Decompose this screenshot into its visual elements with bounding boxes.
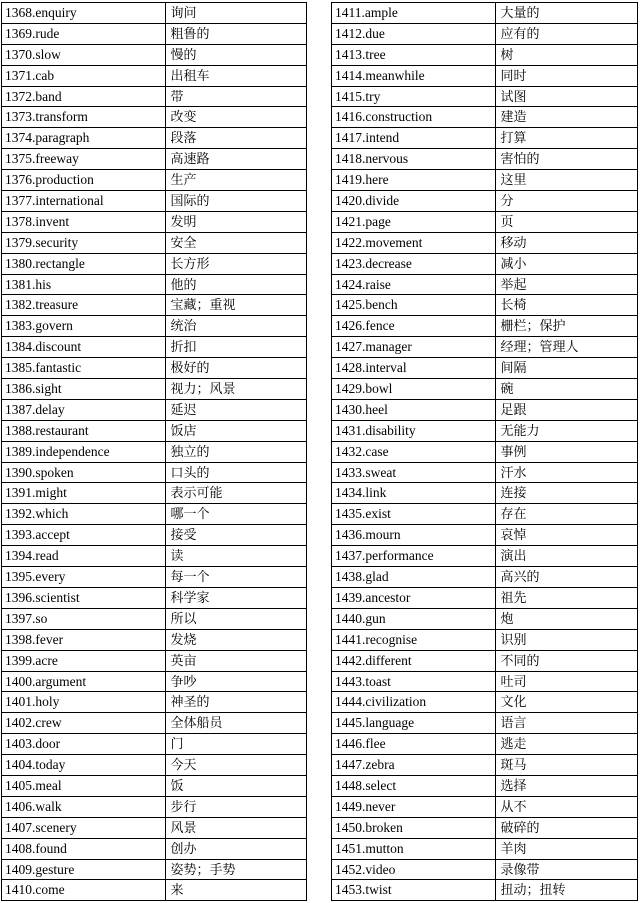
meaning-cell: 选择 xyxy=(496,776,638,797)
table-row xyxy=(2,379,307,400)
word-cell: 1446.flee xyxy=(332,734,496,755)
word-cell: 1376.production xyxy=(2,170,166,191)
word-cell: 1419.here xyxy=(332,170,496,191)
word-cell: 1453.twist xyxy=(332,880,496,901)
table-row xyxy=(332,525,638,546)
meaning-cell: 事例 xyxy=(496,442,638,463)
table-row xyxy=(332,107,638,128)
table-row xyxy=(2,66,307,87)
word-cell: 1448.select xyxy=(332,776,496,797)
meaning-cell: 姿势；手势 xyxy=(166,860,307,881)
table-row xyxy=(332,734,638,755)
word-cell: 1379.security xyxy=(2,233,166,254)
meaning-cell: 羊肉 xyxy=(496,839,638,860)
table-row xyxy=(2,776,307,797)
word-cell: 1431.disability xyxy=(332,421,496,442)
word-cell: 1444.civilization xyxy=(332,692,496,713)
word-cell: 1373.transform xyxy=(2,107,166,128)
word-cell: 1451.mutton xyxy=(332,839,496,860)
table-row xyxy=(2,191,307,212)
word-cell: 1403.door xyxy=(2,734,166,755)
word-cell: 1416.construction xyxy=(332,107,496,128)
word-cell: 1421.page xyxy=(332,212,496,233)
table-row xyxy=(332,567,638,588)
word-cell: 1402.crew xyxy=(2,713,166,734)
word-cell: 1442.different xyxy=(332,651,496,672)
table-row xyxy=(332,818,638,839)
table-row xyxy=(332,672,638,693)
meaning-cell: 延迟 xyxy=(166,400,307,421)
table-row xyxy=(332,212,638,233)
meaning-cell: 高速路 xyxy=(166,149,307,170)
table-row xyxy=(332,45,638,66)
table-row xyxy=(332,358,638,379)
meaning-cell: 足跟 xyxy=(496,400,638,421)
table-row xyxy=(2,24,307,45)
word-cell: 1368.enquiry xyxy=(2,3,166,24)
meaning-cell: 段落 xyxy=(166,128,307,149)
meaning-cell: 慢的 xyxy=(166,45,307,66)
word-cell: 1400.argument xyxy=(2,672,166,693)
table-row xyxy=(2,588,307,609)
word-cell: 1418.nervous xyxy=(332,149,496,170)
word-cell: 1411.ample xyxy=(332,3,496,24)
meaning-cell: 连接 xyxy=(496,483,638,504)
word-cell: 1430.heel xyxy=(332,400,496,421)
meaning-cell: 应有的 xyxy=(496,24,638,45)
table-row xyxy=(2,504,307,525)
meaning-cell: 科学家 xyxy=(166,588,307,609)
meaning-cell: 接受 xyxy=(166,525,307,546)
table-row xyxy=(2,651,307,672)
table-row xyxy=(332,860,638,881)
meaning-cell: 移动 xyxy=(496,233,638,254)
meaning-cell: 无能力 xyxy=(496,421,638,442)
meaning-cell: 统治 xyxy=(166,316,307,337)
word-cell: 1420.divide xyxy=(332,191,496,212)
table-row xyxy=(2,713,307,734)
meaning-cell: 英亩 xyxy=(166,651,307,672)
meaning-cell: 汗水 xyxy=(496,463,638,484)
meaning-cell: 所以 xyxy=(166,609,307,630)
meaning-cell: 争吵 xyxy=(166,672,307,693)
meaning-cell: 斑马 xyxy=(496,755,638,776)
word-cell: 1397.so xyxy=(2,609,166,630)
word-cell: 1405.meal xyxy=(2,776,166,797)
word-cell: 1412.due xyxy=(332,24,496,45)
meaning-cell: 询问 xyxy=(166,3,307,24)
meaning-cell: 折扣 xyxy=(166,337,307,358)
meaning-cell: 间隔 xyxy=(496,358,638,379)
meaning-cell: 树 xyxy=(496,45,638,66)
table-row xyxy=(2,755,307,776)
word-cell: 1428.interval xyxy=(332,358,496,379)
word-cell: 1398.fever xyxy=(2,630,166,651)
meaning-cell: 存在 xyxy=(496,504,638,525)
table-row xyxy=(332,400,638,421)
word-cell: 1395.every xyxy=(2,567,166,588)
table-row xyxy=(332,3,638,24)
word-cell: 1386.sight xyxy=(2,379,166,400)
table-row xyxy=(332,546,638,567)
table-row xyxy=(2,463,307,484)
meaning-cell: 祖先 xyxy=(496,588,638,609)
meaning-cell: 录像带 xyxy=(496,860,638,881)
meaning-cell: 视力；风景 xyxy=(166,379,307,400)
table-row xyxy=(2,107,307,128)
word-cell: 1425.bench xyxy=(332,295,496,316)
meaning-cell: 国际的 xyxy=(166,191,307,212)
word-cell: 1385.fantastic xyxy=(2,358,166,379)
meaning-cell: 演出 xyxy=(496,546,638,567)
word-cell: 1417.intend xyxy=(332,128,496,149)
meaning-cell: 分 xyxy=(496,191,638,212)
word-cell: 1410.come xyxy=(2,880,166,901)
meaning-cell: 哪一个 xyxy=(166,504,307,525)
word-cell: 1439.ancestor xyxy=(332,588,496,609)
word-cell: 1377.international xyxy=(2,191,166,212)
table-row xyxy=(332,337,638,358)
meaning-cell: 发明 xyxy=(166,212,307,233)
table-row xyxy=(332,504,638,525)
meaning-cell: 长方形 xyxy=(166,254,307,275)
table-row xyxy=(332,233,638,254)
table-row xyxy=(332,797,638,818)
table-row xyxy=(332,776,638,797)
meaning-cell: 口头的 xyxy=(166,463,307,484)
meaning-cell: 带 xyxy=(166,87,307,108)
right-vocabulary-table xyxy=(331,2,638,901)
word-cell: 1432.case xyxy=(332,442,496,463)
meaning-cell: 经理；管理人 xyxy=(496,337,638,358)
table-row xyxy=(2,839,307,860)
word-cell: 1435.exist xyxy=(332,504,496,525)
table-row xyxy=(2,546,307,567)
word-cell: 1447.zebra xyxy=(332,755,496,776)
meaning-cell: 长椅 xyxy=(496,295,638,316)
table-row xyxy=(332,421,638,442)
table-row xyxy=(332,379,638,400)
meaning-cell: 识别 xyxy=(496,630,638,651)
word-cell: 1452.video xyxy=(332,860,496,881)
table-row xyxy=(2,692,307,713)
meaning-cell: 发烧 xyxy=(166,630,307,651)
table-row xyxy=(332,713,638,734)
meaning-cell: 神圣的 xyxy=(166,692,307,713)
meaning-cell: 创办 xyxy=(166,839,307,860)
meaning-cell: 试图 xyxy=(496,87,638,108)
word-cell: 1378.invent xyxy=(2,212,166,233)
table-row xyxy=(2,87,307,108)
meaning-cell: 扭动；扭转 xyxy=(496,880,638,901)
word-cell: 1436.mourn xyxy=(332,525,496,546)
meaning-cell: 粗鲁的 xyxy=(166,24,307,45)
table-row xyxy=(332,128,638,149)
meaning-cell: 高兴的 xyxy=(496,567,638,588)
table-row xyxy=(2,316,307,337)
word-cell: 1434.link xyxy=(332,483,496,504)
meaning-cell: 从不 xyxy=(496,797,638,818)
meaning-cell: 饭店 xyxy=(166,421,307,442)
table-row xyxy=(2,609,307,630)
meaning-cell: 页 xyxy=(496,212,638,233)
table-row xyxy=(332,880,638,901)
table-row xyxy=(332,839,638,860)
word-cell: 1382.treasure xyxy=(2,295,166,316)
word-cell: 1413.tree xyxy=(332,45,496,66)
word-cell: 1396.scientist xyxy=(2,588,166,609)
word-cell: 1426.fence xyxy=(332,316,496,337)
meaning-cell: 生产 xyxy=(166,170,307,191)
word-cell: 1387.delay xyxy=(2,400,166,421)
meaning-cell: 吐司 xyxy=(496,672,638,693)
meaning-cell: 减小 xyxy=(496,254,638,275)
table-row xyxy=(332,275,638,296)
word-cell: 1389.independence xyxy=(2,442,166,463)
table-row xyxy=(2,254,307,275)
meaning-cell: 打算 xyxy=(496,128,638,149)
word-cell: 1445.language xyxy=(332,713,496,734)
word-cell: 1374.paragraph xyxy=(2,128,166,149)
word-cell: 1381.his xyxy=(2,275,166,296)
table-row xyxy=(2,295,307,316)
table-row xyxy=(332,149,638,170)
table-row xyxy=(332,651,638,672)
word-cell: 1404.today xyxy=(2,755,166,776)
word-cell: 1415.try xyxy=(332,87,496,108)
table-row xyxy=(332,609,638,630)
table-row xyxy=(2,233,307,254)
table-row xyxy=(2,734,307,755)
meaning-cell: 语言 xyxy=(496,713,638,734)
table-row xyxy=(332,295,638,316)
meaning-cell: 极好的 xyxy=(166,358,307,379)
table-row xyxy=(332,254,638,275)
table-row xyxy=(2,421,307,442)
table-row xyxy=(332,191,638,212)
word-cell: 1371.cab xyxy=(2,66,166,87)
word-cell: 1440.gun xyxy=(332,609,496,630)
meaning-cell: 这里 xyxy=(496,170,638,191)
table-row xyxy=(2,45,307,66)
table-row xyxy=(332,483,638,504)
table-row xyxy=(332,316,638,337)
word-cell: 1388.restaurant xyxy=(2,421,166,442)
table-row xyxy=(2,630,307,651)
table-row xyxy=(332,463,638,484)
word-cell: 1424.raise xyxy=(332,275,496,296)
table-row xyxy=(332,24,638,45)
meaning-cell: 全体船员 xyxy=(166,713,307,734)
word-cell: 1408.found xyxy=(2,839,166,860)
meaning-cell: 他的 xyxy=(166,275,307,296)
meaning-cell: 不同的 xyxy=(496,651,638,672)
table-row xyxy=(2,797,307,818)
meaning-cell: 风景 xyxy=(166,818,307,839)
word-cell: 1427.manager xyxy=(332,337,496,358)
word-cell: 1369.rude xyxy=(2,24,166,45)
meaning-cell: 碗 xyxy=(496,379,638,400)
word-cell: 1370.slow xyxy=(2,45,166,66)
meaning-cell: 每一个 xyxy=(166,567,307,588)
word-cell: 1429.bowl xyxy=(332,379,496,400)
word-cell: 1422.movement xyxy=(332,233,496,254)
meaning-cell: 独立的 xyxy=(166,442,307,463)
table-row xyxy=(332,170,638,191)
meaning-cell: 今天 xyxy=(166,755,307,776)
table-row xyxy=(332,630,638,651)
word-cell: 1423.decrease xyxy=(332,254,496,275)
table-row xyxy=(332,692,638,713)
meaning-cell: 大量的 xyxy=(496,3,638,24)
word-cell: 1401.holy xyxy=(2,692,166,713)
table-row xyxy=(332,66,638,87)
table-row xyxy=(332,588,638,609)
word-cell: 1443.toast xyxy=(332,672,496,693)
meaning-cell: 文化 xyxy=(496,692,638,713)
word-cell: 1406.walk xyxy=(2,797,166,818)
word-cell: 1441.recognise xyxy=(332,630,496,651)
word-cell: 1437.performance xyxy=(332,546,496,567)
word-cell: 1375.freeway xyxy=(2,149,166,170)
table-row xyxy=(2,672,307,693)
meaning-cell: 安全 xyxy=(166,233,307,254)
meaning-cell: 逃走 xyxy=(496,734,638,755)
table-row xyxy=(332,755,638,776)
meaning-cell: 表示可能 xyxy=(166,483,307,504)
word-cell: 1380.rectangle xyxy=(2,254,166,275)
word-cell: 1393.accept xyxy=(2,525,166,546)
meaning-cell: 门 xyxy=(166,734,307,755)
word-cell: 1383.govern xyxy=(2,316,166,337)
table-row xyxy=(2,275,307,296)
word-cell: 1433.sweat xyxy=(332,463,496,484)
meaning-cell: 害怕的 xyxy=(496,149,638,170)
meaning-cell: 建造 xyxy=(496,107,638,128)
meaning-cell: 饭 xyxy=(166,776,307,797)
meaning-cell: 举起 xyxy=(496,275,638,296)
table-row xyxy=(2,860,307,881)
table-row xyxy=(2,818,307,839)
word-cell: 1394.read xyxy=(2,546,166,567)
meaning-cell: 栅栏；保护 xyxy=(496,316,638,337)
word-cell: 1407.scenery xyxy=(2,818,166,839)
table-row xyxy=(2,128,307,149)
table-row xyxy=(2,3,307,24)
meaning-cell: 同时 xyxy=(496,66,638,87)
meaning-cell: 宝藏；重视 xyxy=(166,295,307,316)
table-row xyxy=(2,337,307,358)
table-row xyxy=(2,880,307,901)
meaning-cell: 哀悼 xyxy=(496,525,638,546)
table-row xyxy=(2,525,307,546)
word-cell: 1392.which xyxy=(2,504,166,525)
table-row xyxy=(332,442,638,463)
word-cell: 1372.band xyxy=(2,87,166,108)
word-cell: 1384.discount xyxy=(2,337,166,358)
meaning-cell: 读 xyxy=(166,546,307,567)
table-row xyxy=(2,442,307,463)
meaning-cell: 改变 xyxy=(166,107,307,128)
word-cell: 1390.spoken xyxy=(2,463,166,484)
word-cell: 1438.glad xyxy=(332,567,496,588)
meaning-cell: 来 xyxy=(166,880,307,901)
table-row xyxy=(2,149,307,170)
word-cell: 1414.meanwhile xyxy=(332,66,496,87)
meaning-cell: 步行 xyxy=(166,797,307,818)
word-cell: 1391.might xyxy=(2,483,166,504)
meaning-cell: 破碎的 xyxy=(496,818,638,839)
table-row xyxy=(2,170,307,191)
word-cell: 1450.broken xyxy=(332,818,496,839)
word-cell: 1449.never xyxy=(332,797,496,818)
table-row xyxy=(2,212,307,233)
meaning-cell: 出租车 xyxy=(166,66,307,87)
table-row xyxy=(2,567,307,588)
meaning-cell: 炮 xyxy=(496,609,638,630)
table-row xyxy=(332,87,638,108)
word-cell: 1409.gesture xyxy=(2,860,166,881)
word-cell: 1399.acre xyxy=(2,651,166,672)
table-row xyxy=(2,483,307,504)
table-row xyxy=(2,358,307,379)
left-vocabulary-table xyxy=(1,2,307,901)
table-row xyxy=(2,400,307,421)
